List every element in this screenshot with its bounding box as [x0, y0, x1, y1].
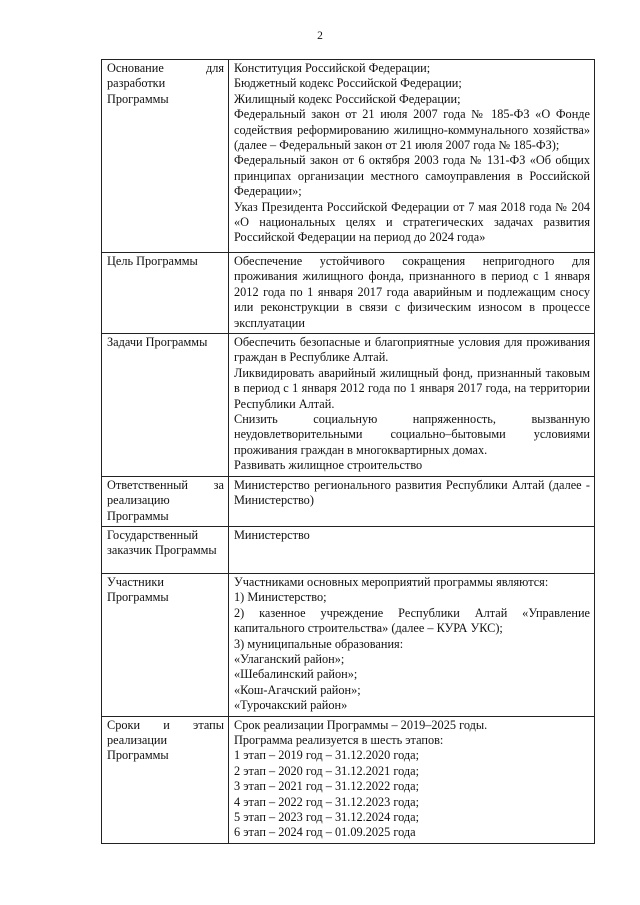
text-line: «Турочакский район» [234, 698, 348, 713]
text-line: 4 этап – 2022 год – 31.12.2023 года; [234, 794, 420, 809]
text-line: Конституция Российской Федерации; [234, 61, 431, 75]
text-line: Участниками основных мероприятий программы являются: [234, 574, 549, 589]
text-line: 3) муниципальные образования: [234, 636, 404, 651]
text-line: «Шебалинский район»; [234, 667, 358, 682]
row-label: Основание для разработки Программы [102, 60, 229, 253]
text-line: Указ Президента Российской Федерации от 7 мая 2018 года № 204 «О национальных целях и стратегических задачах развития Российской Федерации на период до 2024 года» [234, 199, 590, 245]
text-line: «Кош-Агачский район»; [234, 682, 361, 697]
row-value [229, 334, 595, 477]
text-line: 3 этап – 2021 год – 31.12.2022 года; [234, 779, 420, 794]
text-line: Обеспечение устойчивого сокращения непригодного для проживания жилищного фонда, признанного в период с 1 января 2012 года по 1 января 2017 года аварийным и подлежащим сносу или реконструкции в связи с физическим износом в процессе эксплуатации [234, 254, 590, 330]
table-row [102, 476, 595, 526]
table-row [102, 526, 595, 573]
table-row [102, 253, 595, 334]
text-line: 2 этап – 2020 год – 31.12.2021 года; [234, 763, 420, 778]
text-line: 2) казенное учреждение Республики Алтай «Управление капитального строительства» (далее – КУРА УКС); [234, 605, 590, 636]
row-value [229, 476, 595, 526]
text-line: Министерство регионального развития Республики Алтай (далее - Министерство) [234, 477, 590, 508]
row-label: Участники Программы [102, 573, 229, 716]
row-label: Государственный заказчик Программы [102, 526, 229, 573]
table-row [102, 573, 595, 716]
row-label: Задачи Программы [102, 334, 229, 477]
row-label: Сроки и этапы реализации Программы [102, 716, 229, 843]
table-row [102, 334, 595, 477]
text-line: Ликвидировать аварийный жилищный фонд, признанный таковым в период с 1 января 2012 года по 1 января 2017 года, на территории Республики Алтай. [234, 365, 590, 411]
program-passport-table [101, 59, 595, 844]
text-line: «Улаганский район»; [234, 651, 345, 666]
text-line: 1) Министерство; [234, 590, 327, 605]
row-value [229, 573, 595, 716]
text-line: Федеральный закон от 6 октября 2003 года № 131-ФЗ «Об общих принципах организации местного самоуправления в Российской Федерации»; [234, 153, 590, 199]
text-line: 1 этап – 2019 год – 31.12.2020 года; [234, 748, 420, 763]
row-value [229, 60, 595, 253]
row-value [229, 716, 595, 843]
text-line: 6 этап – 2024 год – 01.09.2025 года [234, 825, 416, 840]
row-label: Цель Программы [102, 253, 229, 334]
table-row [102, 716, 595, 843]
text-line: Развивать жилищное строительство [234, 458, 423, 473]
text-line: Бюджетный кодекс Российской Федерации; [234, 76, 462, 91]
text-line: Обеспечить безопасные и благоприятные условия для проживания граждан в Республике Алтай. [234, 335, 590, 365]
text-line: Жилищный кодекс Российской Федерации; [234, 91, 461, 106]
text-line: Программа реализуется в шесть этапов: [234, 732, 444, 747]
row-value [229, 526, 595, 573]
page-number: 2 [317, 30, 323, 42]
table-row [102, 60, 595, 253]
text-line: Срок реализации Программы – 2019–2025 годы. [234, 717, 488, 732]
text-line: 5 этап – 2023 год – 31.12.2024 года; [234, 810, 420, 824]
row-value [229, 253, 595, 334]
text-line: Снизить социальную напряженность, вызванную неудовлетворительными социально–бытовыми условиями проживания граждан в многоквартирных домах. [234, 412, 590, 457]
text-line: Федеральный закон от 21 июля 2007 года № 185-ФЗ «О Фонде содействия реформированию жилищно-коммунального хозяйства» (далее – Федеральный закон от 21 июля 2007 года № 185-ФЗ); [234, 107, 590, 153]
row-label: Ответственный за реализацию Программы [102, 476, 229, 526]
text-line: Министерство [234, 527, 310, 542]
